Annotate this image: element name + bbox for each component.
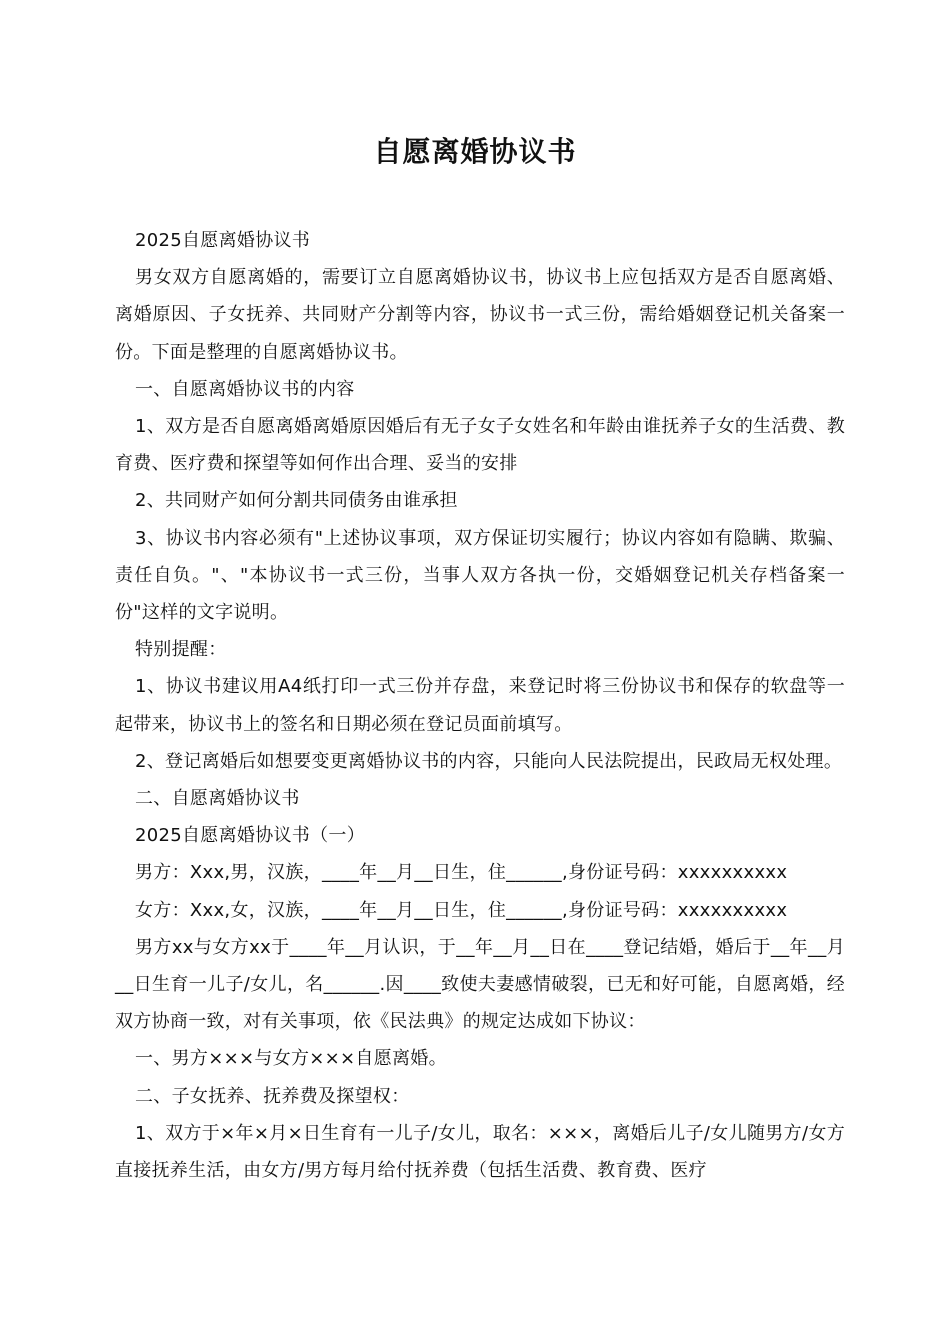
clause-2-item-1: 1、双方于×年×月×日生育有一儿子/女儿，取名：×××，离婚后儿子/女儿随男方/女方直接抚养生活，由女方/男方每月给付抚养费（包括生活费、教育费、医疗 <box>115 1122 845 1182</box>
paragraph-subtitle: 2025自愿离婚协议书 <box>135 230 311 251</box>
list-item-3: 3、协议书内容必须有"上述协议事项，双方保证切实履行；协议内容如有隐瞒、欺骗、责任自负。"、"本协议书一式三份，当事人双方各执一份，交婚姻登记机关存档备案一份"这样的文字说明。 <box>115 527 845 624</box>
husband-info: 男方：Xxx,男，汉族，____年__月__日生，住______,身份证号码：xxxxxxxxxx <box>135 862 788 884</box>
clause-1: 一、男方×××与女方×××自愿离婚。 <box>135 1048 447 1070</box>
reminder-item-1: 1、协议书建议用A4纸打印一式三份并存盘，来登记时将三份协议书和保存的软盘等一起带来，协议书上的签名和日期必须在登记员面前填写。 <box>115 676 845 735</box>
clause-2-heading: 二、子女抚养、抚养费及探望权： <box>135 1085 410 1107</box>
list-item-2: 2、共同财产如何分割共同债务由谁承担 <box>135 490 458 512</box>
section-heading-agreement: 二、自愿离婚协议书 <box>135 788 300 810</box>
reminder-heading: 特别提醒： <box>135 639 227 661</box>
reminder-item-2: 2、登记离婚后如想要变更离婚协议书的内容，只能向人民法院提出，民政局无权处理。 <box>135 750 843 772</box>
document-body <box>115 222 845 1189</box>
paragraph-intro: 男女双方自愿离婚的，需要订立自愿离婚协议书，协议书上应包括双方是否自愿离婚、离婚原因、子女抚养、共同财产分割等内容，协议书一式三份，需给婚姻登记机关备案一份。下面是整理的自愿离婚协议书。 <box>115 267 845 363</box>
agreement-title: 2025自愿离婚协议书（一） <box>135 825 366 847</box>
marriage-background: 男方xx与女方xx于____年__月认识，于__年__月__日在____登记结婚，婚后于__年__月__日生育一儿子/女儿，名______.因____致使夫妻感情破裂，已无和好可能，自愿离婚，经双方协商一致，对有关事项，依《民法典》的规定达成如下协议： <box>115 936 845 1033</box>
section-heading-contents: 一、自愿离婚协议书的内容 <box>135 378 355 400</box>
list-item-1: 1、双方是否自愿离婚离婚原因婚后有无子女子女姓名和年龄由谁抚养子女的生活费、教育费、医疗费和探望等如何作出合理、妥当的安排 <box>115 416 845 475</box>
document-title: 自愿离婚协议书 <box>373 135 577 168</box>
wife-info: 女方：Xxx,女，汉族，____年__月__日生，住______,身份证号码：xxxxxxxxxx <box>135 899 788 921</box>
